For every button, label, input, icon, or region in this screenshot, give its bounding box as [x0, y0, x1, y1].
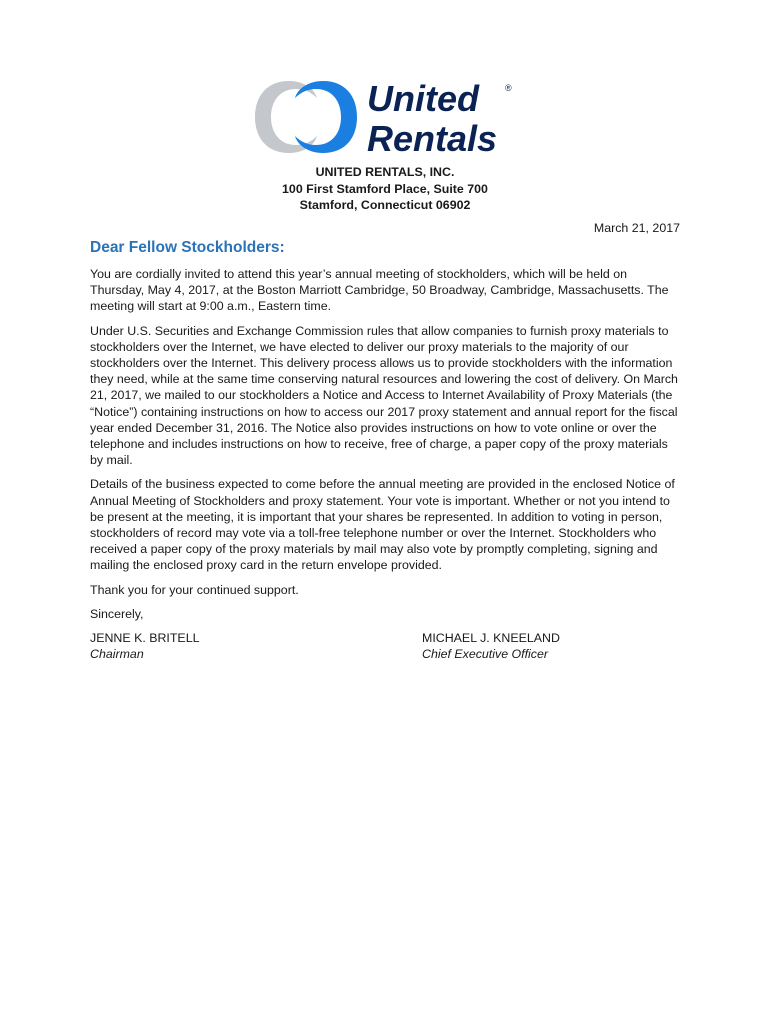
signatory-title: Chairman [90, 647, 144, 662]
logo-text-united: United [367, 78, 479, 119]
signatory-name: JENNE K. BRITELL [90, 631, 200, 645]
paragraph-invitation: You are cordially invited to attend this year’s annual meeting of stockholders, which will be held on Thursday, May 4, 2017, at the Boston Marriott Cambridge, 50 Broadway, Cambridge, Massachusetts. The meeting will start at 9:00 a.m., Eastern time. [90, 267, 669, 314]
signatory-title: Chief Executive Officer [422, 647, 549, 662]
logo-registered-mark: ® [505, 83, 512, 93]
signatory-chairman [90, 630, 199, 662]
logo-text-rentals: Rentals [367, 118, 498, 156]
united-rentals-logo [255, 78, 517, 156]
salutation-heading: Dear Fellow Stockholders: [90, 239, 285, 256]
paragraph-internet-delivery: Under U.S. Securities and Exchange Commission rules that allow companies to furnish proxy materials to stockholders over the Internet, we have elected to deliver our proxy materials to the majority of our stockholders over the Internet. This delivery process allows us to provide stockholders with the information they need, while at the same time conserving natural resources and lowering the cost of delivery. On March 21, 2017, we mailed to our stockholders a Notice and Access to Internet Availability of Proxy Materials (the “Notice”) containing instructions on how to access our 2017 proxy statement and annual report for the fiscal year ended December 31, 2016. The Notice also provides instructions on how to vote online or over the telephone and includes instructions on how to receive, free of charge, a paper copy of the proxy materials by mail. [90, 323, 678, 468]
paragraph-thanks: Thank you for your continued support. [90, 582, 299, 597]
letter-date: March 21, 2017 [593, 221, 680, 235]
company-address-block [0, 164, 770, 214]
address-line-2: Stamford, Connecticut 06902 [299, 198, 471, 212]
signatory-name: MICHAEL J. KNEELAND [422, 631, 560, 645]
address-line-1: 100 First Stamford Place, Suite 700 [282, 181, 488, 196]
logo-gray-arc [255, 81, 317, 153]
paragraph-business-details: Details of the business expected to come before the annual meeting are provided in the enclosed Notice of Annual Meeting of Stockholders and proxy statement. Your vote is important. Whether or not you intend to be present at the meeting, it is important that your shares be represented. In addition to voting in person, stockholders of record may vote via a toll-free telephone number or over the Internet. Stockholders who received a paper copy of the proxy materials by mail may also vote by promptly completing, signing and mailing the enclosed proxy card in the return envelope provided. [90, 477, 675, 573]
letter-body [90, 266, 682, 630]
paragraph-closing: Sincerely, [90, 606, 144, 621]
signatory-ceo [422, 630, 560, 662]
logo-graphic [255, 78, 517, 156]
logo-blue-arc [295, 81, 357, 153]
company-name: UNITED RENTALS, INC. [315, 165, 455, 179]
